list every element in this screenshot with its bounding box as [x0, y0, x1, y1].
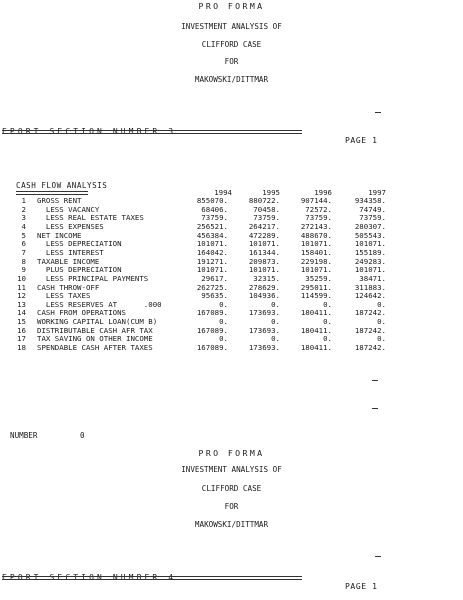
row-number: 15: [17, 317, 26, 327]
row-value: 249283.: [354, 256, 386, 266]
row-value: 0.: [271, 334, 280, 344]
table-row: [0, 248, 463, 257]
row-value: 311883.: [354, 282, 386, 292]
table-row: [0, 205, 463, 214]
row-number: 2: [21, 204, 26, 214]
table-row: [0, 213, 463, 222]
row-number: 8: [21, 256, 26, 266]
table-title-underline: [16, 191, 88, 195]
row-number: 12: [17, 291, 26, 301]
row-value: 0.: [271, 317, 280, 327]
row-value: 73759.: [305, 213, 332, 223]
number-value: 0: [80, 431, 85, 440]
for-label: FOR: [224, 502, 239, 511]
row-value: 32315.: [253, 273, 280, 283]
year-header: 1995: [262, 188, 280, 197]
row-value: 35259.: [305, 273, 332, 283]
year-header: 1997: [368, 188, 386, 197]
row-label: LESS RESERVES AT .000: [37, 299, 162, 309]
row-value: 167089.: [196, 325, 228, 335]
table-row: [0, 222, 463, 231]
row-value: 155189.: [354, 247, 386, 257]
row-value: 101071.: [196, 265, 228, 275]
row-value: 173693.: [248, 325, 280, 335]
row-value: 272143.: [300, 221, 332, 231]
row-value: 191271.: [196, 256, 228, 266]
row-number: 4: [21, 221, 26, 231]
row-value: 101071.: [248, 265, 280, 275]
row-value: 101071.: [248, 239, 280, 249]
row-label: LESS DEPRECIATION: [37, 239, 122, 249]
row-value: 101071.: [354, 265, 386, 275]
row-value: 262725.: [196, 282, 228, 292]
table-row: [0, 239, 463, 248]
row-value: 180411.: [300, 308, 332, 318]
row-value: 101071.: [300, 265, 332, 275]
year-header: 1994: [214, 188, 232, 197]
row-value: 70458.: [253, 204, 280, 214]
client-name: CLIFFORD CASE: [201, 40, 262, 49]
preparer-name: MAKOWSKI/DITTMAR: [194, 520, 269, 529]
row-value: 0.: [377, 317, 386, 327]
row-value: 0.: [377, 334, 386, 344]
table-row: [0, 231, 463, 240]
table-row: [0, 274, 463, 283]
row-value: 124642.: [354, 291, 386, 301]
row-value: 0.: [323, 317, 332, 327]
row-value: 0.: [219, 334, 228, 344]
table-row: [0, 291, 463, 300]
dash-mark: [375, 556, 381, 557]
row-value: 180411.: [300, 343, 332, 353]
row-label: LESS EXPENSES: [37, 221, 104, 231]
table-row: [0, 300, 463, 309]
row-value: 73759.: [201, 213, 228, 223]
row-label: TAXABLE INCOME: [37, 256, 100, 266]
row-value: 278629.: [248, 282, 280, 292]
row-label: LESS REAL ESTATE TAXES: [37, 213, 144, 223]
row-value: 173693.: [248, 308, 280, 318]
table-row: [0, 283, 463, 292]
row-value: 0.: [377, 299, 386, 309]
row-value: 173693.: [248, 343, 280, 353]
row-value: 114599.: [300, 291, 332, 301]
row-value: 229198.: [300, 256, 332, 266]
row-value: 180411.: [300, 325, 332, 335]
row-number: 7: [21, 247, 26, 257]
report-section-line: [0, 564, 463, 600]
row-number: 10: [17, 273, 26, 283]
row-value: 0.: [323, 299, 332, 309]
row-label: DISTRIBUTABLE CASH AFR TAX: [37, 325, 153, 335]
page-title: PRO FORMA: [198, 448, 265, 458]
row-number: 17: [17, 334, 26, 344]
row-value: 74749.: [359, 204, 386, 214]
row-label: LESS PRINCIPAL PAYMENTS: [37, 273, 149, 283]
row-value: 280307.: [354, 221, 386, 231]
row-label: GROSS RENT: [37, 196, 82, 205]
row-value: 0.: [271, 299, 280, 309]
page-subtitle: INVESTMENT ANALYSIS OF: [181, 465, 282, 474]
row-label: PLUS DEPRECIATION: [37, 265, 122, 275]
row-number: 14: [17, 308, 26, 318]
table-row: [0, 308, 463, 317]
table-title: CASH FLOW ANALYSIS: [16, 181, 108, 190]
number-label: NUMBER: [10, 431, 38, 440]
table-row: [0, 257, 463, 266]
client-name: CLIFFORD CASE: [201, 484, 262, 493]
row-label: LESS TAXES: [37, 291, 91, 301]
page-subtitle: INVESTMENT ANALYSIS OF: [181, 22, 282, 31]
page-number-label: PAGE 1: [345, 136, 378, 145]
row-value: 187242.: [354, 325, 386, 335]
row-label: CASH THROW-OFF: [37, 282, 100, 292]
row-value: 72572.: [305, 204, 332, 214]
row-label: SPENDABLE CASH AFTER TAXES: [37, 343, 153, 353]
row-value: 488670.: [300, 230, 332, 240]
preparer-name: MAKOWSKI/DITTMAR: [194, 75, 269, 84]
row-value: 934358.: [354, 196, 386, 205]
table-row: [0, 343, 463, 352]
row-value: 295011.: [300, 282, 332, 292]
row-value: 0.: [219, 299, 228, 309]
row-value: 29617.: [201, 273, 228, 283]
row-label: TAX SAVING ON OTHER INCOME: [37, 334, 153, 344]
row-value: 880722.: [248, 196, 280, 205]
report-section-label: EPORT SECTION NUMBER 3: [2, 127, 177, 136]
row-value: 0.: [323, 334, 332, 344]
year-header: 1996: [314, 188, 332, 197]
table-row: [0, 317, 463, 326]
row-value: 101071.: [300, 239, 332, 249]
row-value: 456384.: [196, 230, 228, 240]
row-value: 167089.: [196, 308, 228, 318]
page-number-label: PAGE 1: [345, 582, 378, 591]
row-value: 264217.: [248, 221, 280, 231]
row-value: 209873.: [248, 256, 280, 266]
row-number: 6: [21, 239, 26, 249]
row-value: 907144.: [300, 196, 332, 205]
table-row: [0, 196, 463, 205]
row-number: 18: [17, 343, 26, 353]
row-value: 104936.: [248, 291, 280, 301]
page-title: PRO FORMA: [198, 1, 265, 11]
row-label: NET INCOME: [37, 230, 82, 240]
row-value: 472289.: [248, 230, 280, 240]
row-value: 101071.: [196, 239, 228, 249]
row-value: 505543.: [354, 230, 386, 240]
row-value: 158401.: [300, 247, 332, 257]
row-number: 1: [21, 196, 26, 205]
row-value: 73759.: [253, 213, 280, 223]
row-number: 13: [17, 299, 26, 309]
dash-mark: [372, 408, 378, 409]
row-value: 187242.: [354, 343, 386, 353]
dash-mark: [372, 380, 378, 381]
table-row: [0, 326, 463, 335]
row-label: LESS INTEREST: [37, 247, 104, 257]
row-value: 164042.: [196, 247, 228, 257]
row-value: 167089.: [196, 343, 228, 353]
row-value: 161344.: [248, 247, 280, 257]
report-section-label: EPORT SECTION NUMBER 4: [2, 573, 177, 582]
row-number: 5: [21, 230, 26, 240]
row-value: 0.: [219, 317, 228, 327]
table-row: [0, 334, 463, 343]
row-value: 95635.: [201, 291, 228, 301]
row-value: 256521.: [196, 221, 228, 231]
table-row: [0, 265, 463, 274]
row-value: 68406.: [201, 204, 228, 214]
row-number: 9: [21, 265, 26, 275]
row-label: LESS VACANCY: [37, 204, 100, 214]
for-label: FOR: [224, 57, 239, 66]
row-value: 101071.: [354, 239, 386, 249]
separator-rule: [2, 576, 302, 580]
row-number: 16: [17, 325, 26, 335]
row-value: 187242.: [354, 308, 386, 318]
row-value: 38471.: [359, 273, 386, 283]
row-label: WORKING CAPITAL LOAN(CUM B): [37, 317, 158, 327]
row-number: 11: [17, 282, 26, 292]
row-label: CASH FROM OPERATIONS: [37, 308, 126, 318]
row-number: 3: [21, 213, 26, 223]
row-value: 855070.: [196, 196, 228, 205]
row-value: 73759.: [359, 213, 386, 223]
